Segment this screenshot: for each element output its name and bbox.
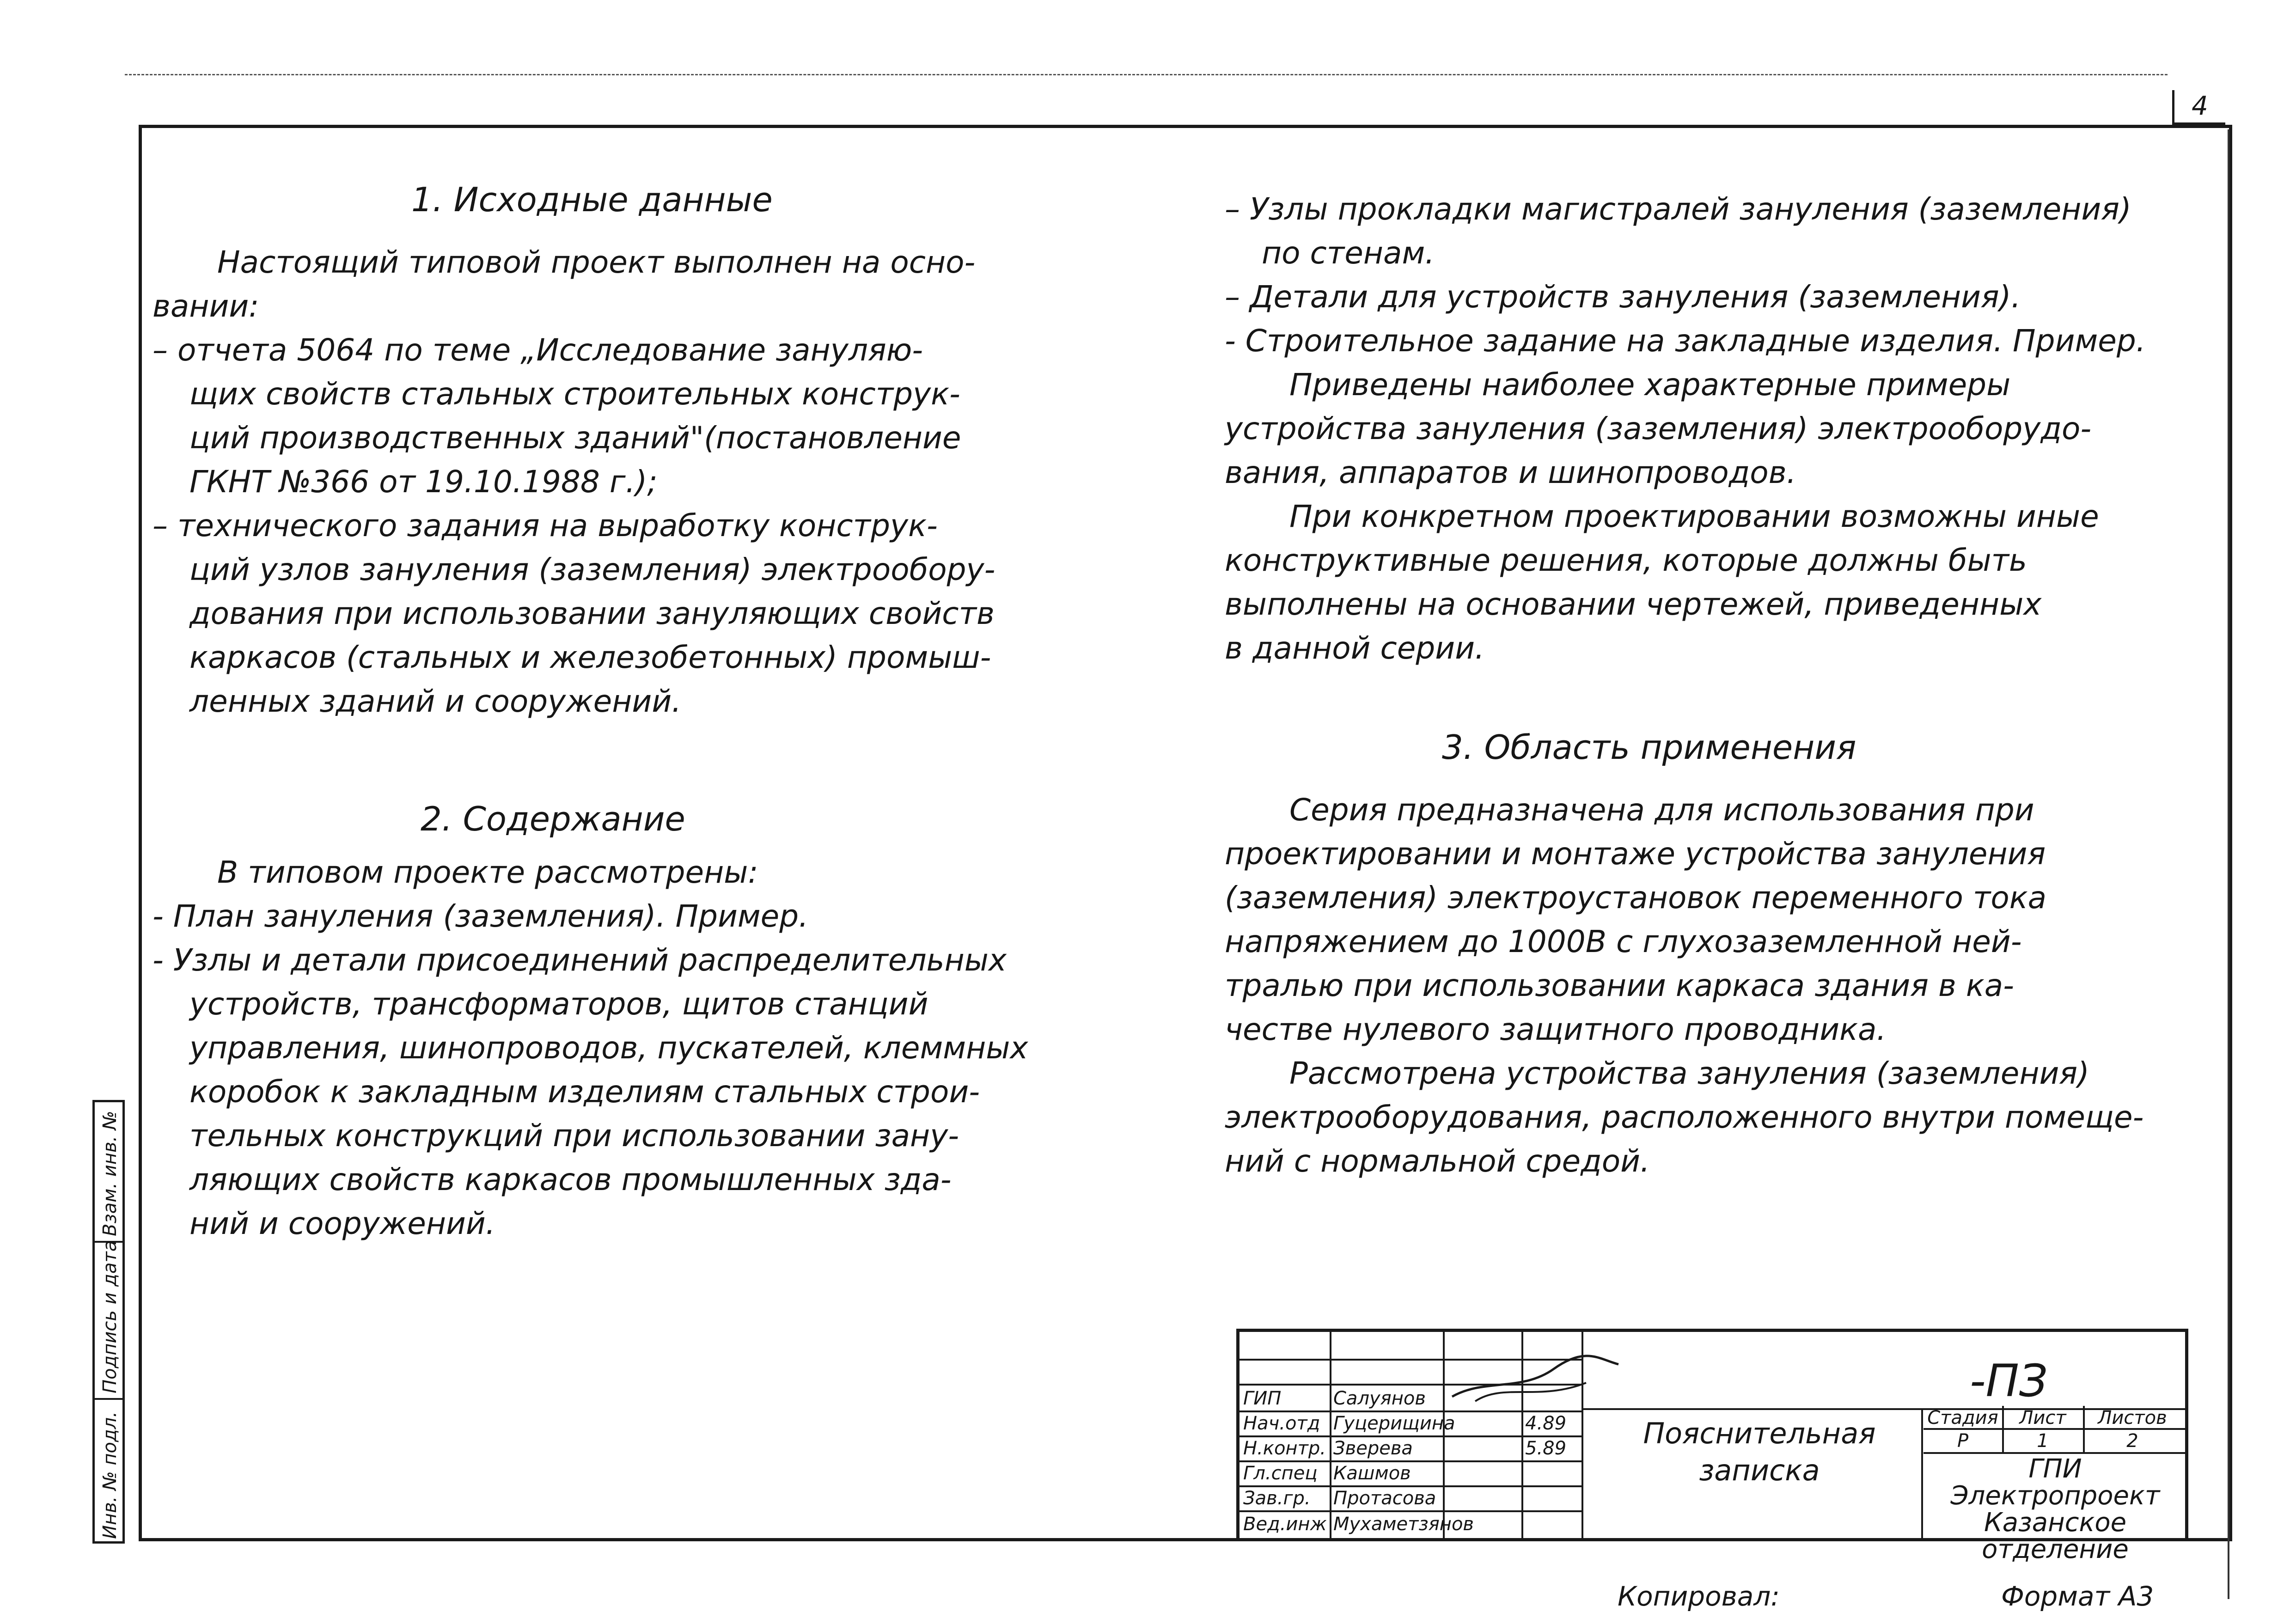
right-column (1225, 187, 2209, 1183)
text-line: ленных зданий и сооружений. (189, 684, 682, 719)
document-title-line: Пояснительная (1643, 1417, 1876, 1450)
sheet-value: 1 (2037, 1430, 2049, 1452)
text-line: – Узлы прокладки магистралей зануления (заземления) (1225, 191, 2131, 227)
section-1-title: 1. Исходные данные (411, 180, 773, 219)
stage-vline (2002, 1406, 2004, 1452)
role-cell: ГИП (1243, 1388, 1282, 1409)
text-line: проектировании и монтаже устройства зануления (1225, 836, 2046, 872)
text-line: Приведены наиболее характерные примеры (1289, 367, 2011, 403)
grid-vline (1330, 1332, 1331, 1538)
text-line: (заземления) электроустановок переменного тока (1225, 880, 2047, 916)
organization-line: Казанское (1984, 1508, 2127, 1538)
stage-label: Стадия (1927, 1407, 1998, 1429)
text-line: электрооборудования, расположенного внутри помеще- (1225, 1099, 2144, 1135)
stage-value: Р (1957, 1430, 1969, 1452)
role-cell: Гл.спец (1243, 1463, 1318, 1484)
text-line: - Узлы и детали присоединений распределительных (153, 942, 1007, 978)
text-line: щих свойств стальных строительных конструк- (189, 376, 960, 412)
title-block (1236, 1329, 2188, 1564)
text-line: При конкретном проектировании возможны иные (1289, 499, 2099, 534)
organization-line: отделение (1982, 1534, 2129, 1564)
text-line: вания, аппаратов и шинопроводов. (1225, 455, 1796, 490)
side-stamp-inv-no: Инв. № подл. (99, 1411, 121, 1539)
stage-box (1924, 1406, 2185, 1452)
date-cell: 5.89 (1525, 1438, 1567, 1459)
section-2-title: 2. Содержание (421, 800, 685, 838)
text-line: ляющих свойств каркасов промышленных зда- (189, 1162, 952, 1197)
role-cell: Нач.отд (1243, 1413, 1320, 1434)
text-line: - План зануления (заземления). Пример. (153, 898, 809, 934)
organization (1926, 1456, 2185, 1563)
text-line: ций узлов зануления (заземления) электрообору- (189, 552, 995, 587)
text-line: управления, шинопроводов, пускателей, клеммных (189, 1030, 1028, 1066)
text-line: В типовом проекте рассмотрены: (217, 855, 758, 890)
text-line: ГКНТ №366 от 19.10.1988 г.); (189, 464, 658, 500)
side-stamp (92, 1100, 125, 1544)
tb-vline (1921, 1408, 1923, 1538)
name-cell: Кашмов (1333, 1463, 1411, 1484)
stage-vline (2083, 1406, 2085, 1452)
document-title-line: записка (1699, 1453, 1820, 1487)
text-line: Серия предназначена для использования при (1289, 792, 2034, 828)
organization-line: ГПИ Электропроект (1950, 1454, 2160, 1511)
text-line: – Детали для устройств зануления (заземления). (1225, 279, 2021, 315)
name-cell: Салуянов (1333, 1388, 1426, 1409)
text-line: устройств, трансформаторов, щитов станций (189, 986, 928, 1022)
text-line: напряжением до 1000В с глухозаземленной ней- (1225, 924, 2022, 959)
text-line: честве нулевого защитного проводника. (1225, 1012, 1887, 1047)
date-cell: 4.89 (1525, 1413, 1567, 1434)
text-line: - Строительное задание на закладные изделия. Пример. (1225, 323, 2146, 359)
text-line: Настоящий типовой проект выполнен на осно- (217, 244, 976, 280)
role-cell: Зав.гр. (1243, 1488, 1311, 1509)
text-line: тельных конструкций при использовании зану- (189, 1118, 959, 1154)
role-cell: Вед.инж (1243, 1514, 1327, 1535)
text-line: устройства зануления (заземления) электрооборудо- (1225, 411, 2092, 446)
side-stamp-sign-date: Подпись и дата (99, 1240, 121, 1393)
text-line: конструктивные решения, которые должны быть (1225, 543, 2027, 578)
text-line: – технического задания на выработку конструк- (153, 508, 938, 543)
side-stamp-divider (95, 1398, 122, 1400)
sheets-value: 2 (2126, 1430, 2138, 1452)
document-code: -ПЗ (1970, 1355, 2048, 1407)
left-column (153, 178, 1132, 1246)
right-edge-line (2228, 129, 2229, 1599)
text-line: коробок к закладным изделиям стальных строи- (189, 1074, 980, 1110)
name-cell: Мухаметзянов (1333, 1514, 1474, 1535)
sheet-label: Лист (2019, 1407, 2066, 1429)
text-line: каркасов (стальных и железобетонных) промыш- (189, 640, 991, 675)
sheets-label: Листов (2098, 1407, 2167, 1429)
text-line: в данной серии. (1225, 630, 1485, 666)
section-3-title: 3. Область применения (1442, 728, 1856, 767)
text-line: ций производственных зданий"(постановление (189, 420, 961, 456)
role-cell: Н.контр. (1243, 1438, 1326, 1459)
name-cell: Зверева (1333, 1438, 1413, 1459)
text-line: тралью при использовании каркаса здания в ка- (1225, 968, 2014, 1003)
text-line: вании: (153, 288, 259, 324)
side-stamp-replace-inv: Взам. инв. № (99, 1111, 121, 1236)
grid-vline (1443, 1332, 1445, 1538)
text-line: ний и сооружений. (189, 1206, 495, 1241)
text-line: дования при использовании зануляющих свойств (189, 596, 995, 631)
text-line: Рассмотрена устройства зануления (заземления) (1289, 1056, 2089, 1091)
text-line: ний с нормальной средой. (1225, 1143, 1650, 1179)
name-cell: Протасова (1333, 1488, 1436, 1509)
name-cell: Гуцерищина (1333, 1413, 1455, 1434)
text-line: выполнены на основании чертежей, приведенных (1225, 586, 2042, 622)
sheet-number: 4 (2172, 90, 2225, 125)
document-title (1609, 1415, 1910, 1489)
format-note: Формат А3 (2001, 1581, 2154, 1612)
copied-by: Копировал: (1618, 1581, 1780, 1612)
text-line: – отчета 5064 по теме „Исследование зануляю- (153, 332, 923, 368)
text-line: по стенам. (1262, 235, 1435, 271)
cut-line (125, 74, 2168, 75)
signature-stroke (1447, 1350, 1623, 1406)
